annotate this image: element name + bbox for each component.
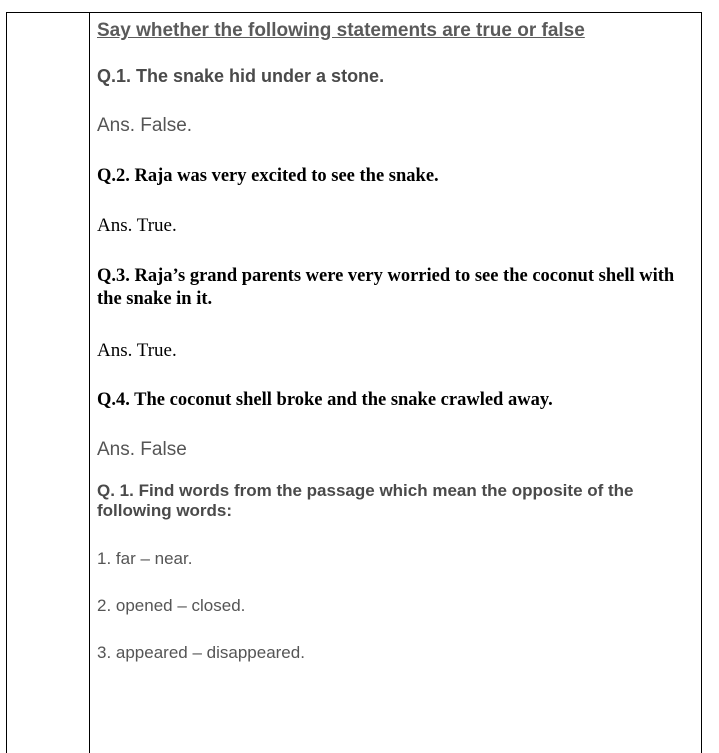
answer-1: Ans. False.	[97, 115, 193, 136]
column-divider	[89, 13, 90, 753]
answer-4: Ans. False	[97, 439, 187, 460]
question-4: Q.4. The coconut shell broke and the snake crawled away.	[97, 390, 553, 410]
opposite-item-2: 2. opened – closed.	[97, 596, 246, 615]
question-2: Q.2. Raja was very excited to see the snake.	[97, 166, 439, 186]
answer-3: Ans. True.	[97, 340, 177, 361]
opposite-item-3: 3. appeared – disappeared.	[97, 643, 305, 662]
opposite-item-1: 1. far – near.	[97, 549, 193, 568]
opposites-question: Q. 1. Find words from the passage which mean the opposite of the following words:	[97, 481, 634, 520]
question-1: Q.1. The snake hid under a stone.	[97, 66, 385, 86]
answer-2: Ans. True.	[97, 215, 177, 236]
worksheet-table	[6, 12, 702, 753]
section-heading: Say whether the following statements are true or false	[97, 20, 585, 41]
question-3: Q.3. Raja’s grand parents were very worried to see the coconut shell with the snake in it.	[97, 266, 675, 309]
